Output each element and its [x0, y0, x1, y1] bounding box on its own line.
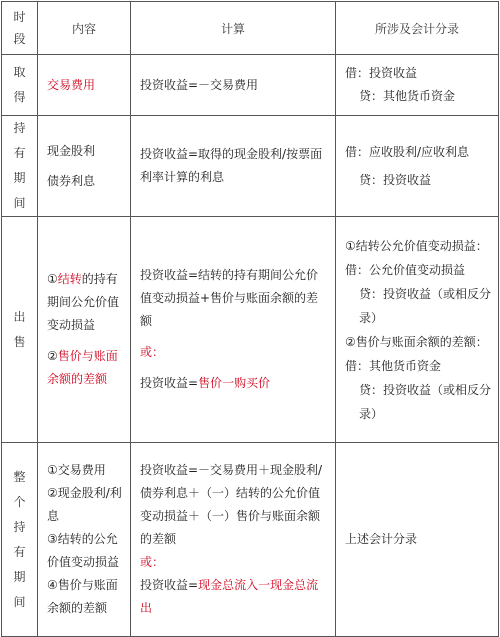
row-whole — [2, 443, 499, 637]
calc-acquire-text: 投资收益=－交易费用 — [140, 77, 259, 92]
row-acquire — [2, 55, 499, 116]
calc-acquire — [131, 55, 336, 116]
entry-hold — [336, 116, 499, 217]
content-sell-item-1 — [47, 268, 124, 337]
content-sell-item-2-highlight: 售价与账面余额的差额 — [47, 349, 118, 386]
calc-sell-formula-2-prefix: 投资收益= — [140, 376, 199, 390]
calc-hold — [131, 116, 336, 217]
calc-whole-formula-1: 投资收益=－交易费用＋现金股利/债券利息＋（一）结转的公允价值变动损益＋（一）售价与账面余额的差额 — [140, 463, 323, 546]
content-whole-item-3: ③结转的公允价值变动损益 — [47, 532, 120, 569]
header-row — [2, 2, 499, 55]
content-sell-item-2 — [47, 345, 124, 391]
entry-sell-2-title: ②售价与账面余额的差额： — [345, 334, 488, 349]
period-sell-text: 出售 — [13, 309, 26, 349]
header-period — [2, 2, 38, 55]
content-acquire-fee: 交易费用 — [47, 77, 96, 92]
calc-whole-formula-2-prefix: 投资收益= — [140, 578, 199, 592]
calc-sell-formula-2 — [140, 372, 329, 395]
calc-whole-formula-2-highlight: 现金总流入一现金总流出 — [140, 578, 319, 615]
entry-whole-text: 上述会计分录 — [345, 532, 418, 546]
content-whole-item-4: ④售价与账面余额的差额 — [47, 578, 118, 615]
calc-sell-formula-1: 投资收益=结转的持有期间公允价值变动损益+售价与账面余额的差额 — [140, 268, 319, 328]
content-sell-item-1-rest: 的持有期间公允价值变动损益 — [47, 272, 120, 332]
content-whole-item-2: ②现金股利/利息 — [47, 486, 122, 523]
content-acquire — [38, 55, 131, 116]
content-hold-interest: 债券利息 — [47, 174, 96, 188]
period-whole-text: 整个持有期间 — [13, 469, 26, 609]
calc-whole — [131, 443, 336, 637]
content-whole — [38, 443, 131, 637]
entry-sell-1-debit: 借：公允价值变动损益 — [345, 262, 466, 277]
content-hold-dividend: 现金股利 — [47, 144, 96, 158]
calc-sell — [131, 217, 336, 443]
row-sell — [2, 217, 499, 443]
entry-sell-1-title: ①结转公允价值变动损益： — [345, 238, 488, 253]
entry-whole — [336, 443, 499, 637]
header-calc: 计算 — [131, 2, 336, 55]
calc-whole-or: 或： — [140, 555, 165, 569]
period-whole — [2, 443, 38, 637]
entry-hold-credit: 贷：投资收益 — [359, 173, 432, 187]
period-acquire-text: 取得 — [13, 65, 26, 104]
calc-sell-or: 或： — [140, 345, 165, 359]
calc-whole-formula-2 — [140, 574, 329, 620]
calc-sell-formula-2-highlight: 售价一购买价 — [198, 376, 271, 390]
content-sell — [38, 217, 131, 443]
period-sell — [2, 217, 38, 443]
calc-hold-text: 投资收益=取得的现金股利/按票面利率计算的利息 — [140, 147, 323, 184]
header-period-text: 时段 — [13, 10, 26, 46]
period-hold — [2, 116, 38, 217]
entry-sell — [336, 217, 499, 443]
entry-acquire — [336, 55, 499, 116]
row-hold — [2, 116, 499, 217]
content-sell-item-1-highlight: 结转 — [57, 272, 82, 286]
accounting-table — [1, 1, 499, 637]
content-whole-item-1: ①交易费用 — [47, 463, 106, 477]
entry-sell-1-credit: 贷：投资收益（或相反分录） — [359, 286, 492, 325]
period-hold-text: 持有期间 — [13, 121, 26, 210]
period-acquire — [2, 55, 38, 116]
entry-sell-2-credit: 贷：投资收益（或相反分录） — [359, 382, 492, 421]
header-content: 内容 — [38, 2, 131, 55]
entry-acquire-debit: 借：投资收益 — [345, 66, 418, 80]
content-sell-item-2-prefix: ② — [47, 349, 58, 363]
entry-hold-debit: 借：应收股利/应收利息 — [345, 145, 470, 159]
entry-acquire-credit: 贷：其他货币资金 — [359, 89, 456, 103]
header-entries: 所涉及会计分录 — [336, 2, 499, 55]
entry-sell-2-debit: 借：其他货币资金 — [345, 358, 442, 373]
content-sell-item-1-prefix: ① — [47, 272, 58, 286]
content-hold — [38, 116, 131, 217]
